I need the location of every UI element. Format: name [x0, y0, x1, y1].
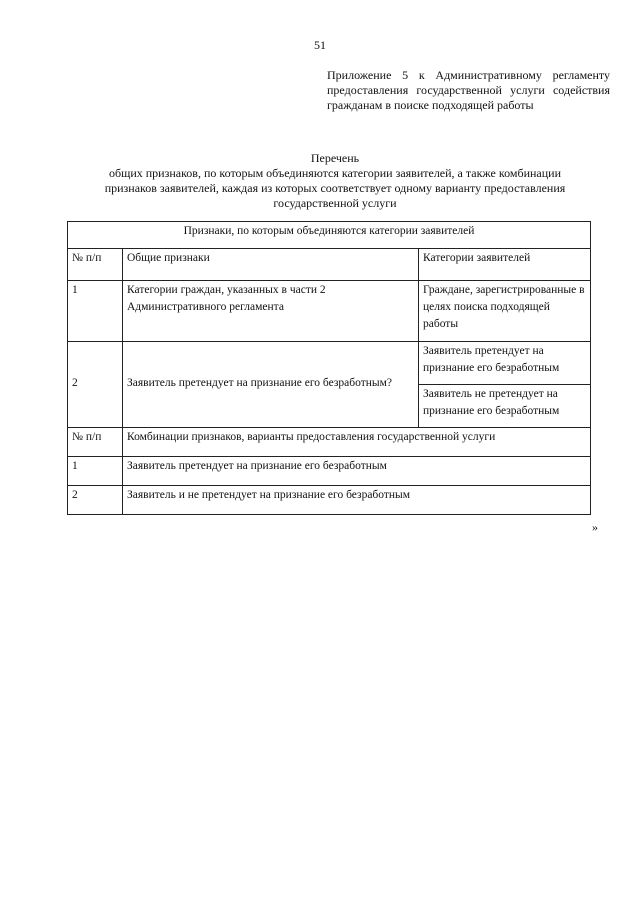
row-category: Заявитель не претендует на признание его безработным	[419, 385, 591, 428]
row-category: Граждане, зарегистрированные в целях поиска подходящей работы	[419, 281, 591, 342]
page-number: 51	[314, 38, 326, 52]
table-row	[68, 486, 591, 515]
closing-quote-mark: »	[592, 520, 598, 534]
row-sign: Заявитель претендует на признание его безработным?	[123, 342, 419, 428]
document-heading	[60, 151, 610, 211]
signs-table	[67, 221, 591, 515]
section2-title: Комбинации признаков, варианты предоставления государственной услуги	[123, 428, 591, 457]
combination-text: Заявитель и не претендует на признание его безработным	[123, 486, 591, 515]
section2-num-header: № п/п	[68, 428, 123, 457]
column-header-num: № п/п	[68, 249, 123, 281]
heading-line: государственной услуги	[273, 196, 397, 210]
column-header-categories: Категории заявителей	[419, 249, 591, 281]
section1-title: Признаки, по которым объединяются категории заявителей	[68, 222, 591, 249]
combination-num: 2	[68, 486, 123, 515]
table-section-header	[68, 428, 591, 457]
heading-title: Перечень	[310, 151, 360, 165]
table-row	[68, 281, 591, 342]
heading-line: признаков заявителей, каждая из которых соответствует одному варианту предоставления	[104, 181, 566, 195]
table-row	[68, 342, 591, 385]
table-section-header	[68, 222, 591, 249]
combination-num: 1	[68, 457, 123, 486]
appendix-caption: Приложение 5 к Административному регламенту предоставления государственной услуги содействия гражданам в поиске подходящей работы	[327, 68, 610, 112]
row-num: 1	[68, 281, 123, 342]
table-row	[68, 457, 591, 486]
table-header-row	[68, 249, 591, 281]
row-sign: Категории граждан, указанных в части 2 Административного регламента	[123, 281, 419, 342]
row-num: 2	[68, 342, 123, 428]
combination-text: Заявитель претендует на признание его безработным	[123, 457, 591, 486]
column-header-signs: Общие признаки	[123, 249, 419, 281]
heading-line: общих признаков, по которым объединяются категории заявителей, а также комбинации	[108, 166, 562, 180]
row-category: Заявитель претендует на признание его безработным	[419, 342, 591, 385]
